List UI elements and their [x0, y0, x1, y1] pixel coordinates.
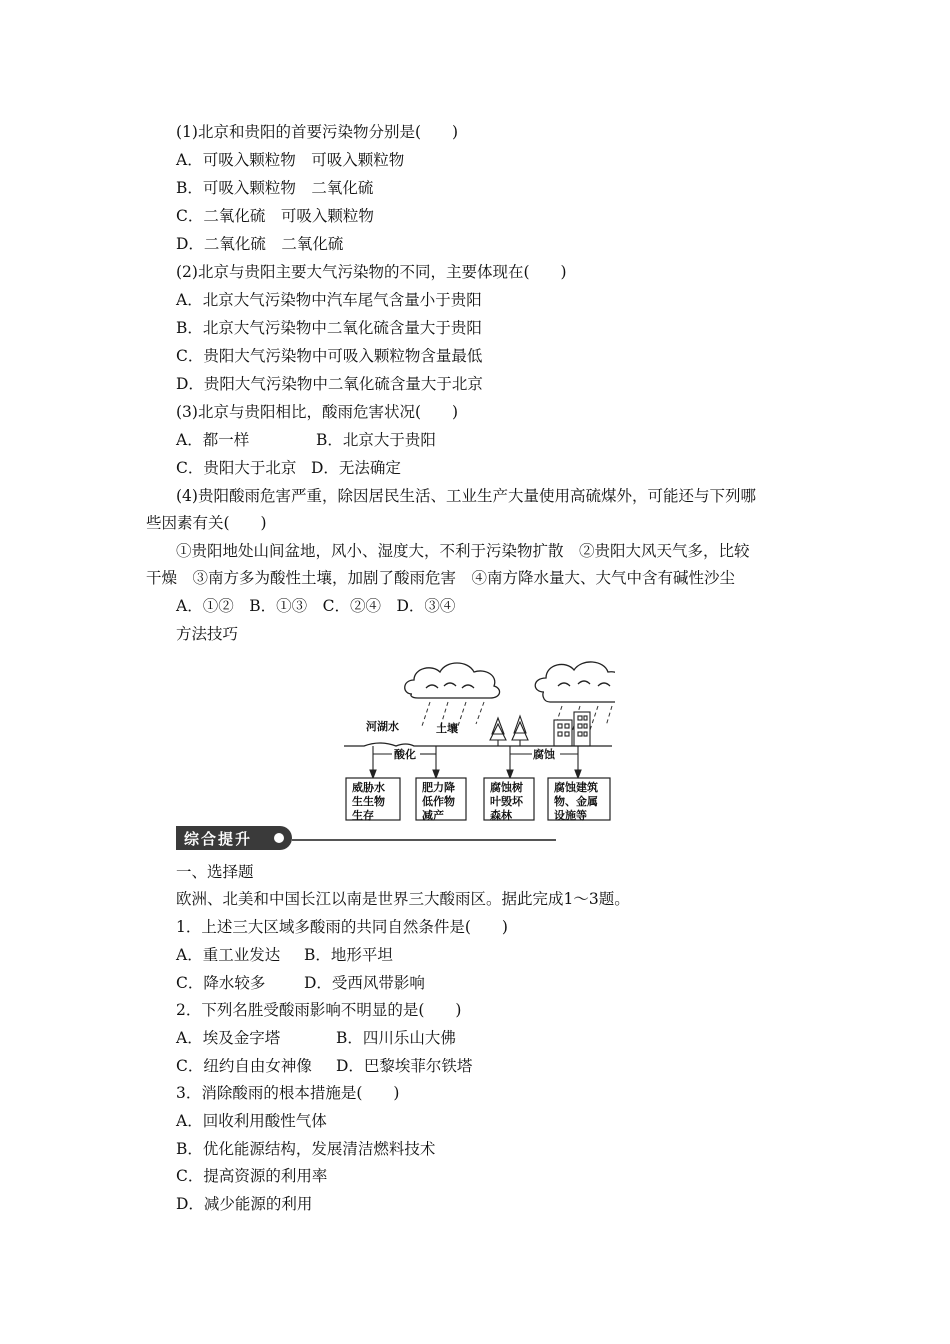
cloud-left-icon	[405, 663, 500, 698]
banner-rule	[292, 839, 556, 841]
acid-rain-diagram	[340, 652, 615, 822]
box1-line1: 威胁水	[352, 781, 385, 794]
box2-line3: 减产	[422, 809, 444, 822]
q2-stem: 2．下列名胜受酸雨影响不明显的是( )	[176, 1001, 462, 1019]
q1-option-c: C．降水较多	[176, 974, 266, 992]
box1-line2: 生生物	[352, 795, 385, 808]
question-1-stem: (1)北京和贵阳的首要污染物分别是( )	[176, 123, 459, 141]
banner-title: 综合提升	[184, 830, 253, 848]
question-3-option-d: D．无法确定	[311, 459, 401, 477]
q2-option-b: B．四川乐山大佛	[336, 1029, 456, 1047]
q2-options-row2	[176, 1056, 472, 1076]
acid-rain-diagram-svg	[340, 652, 615, 822]
question-2-option-c: C．贵阳大气污染物中可吸入颗粒物含量最低	[176, 347, 483, 365]
question-3-option-c: C．贵阳大于北京	[176, 459, 297, 477]
question-3-option-a: A．都一样	[176, 431, 250, 449]
label-acidify: 酸化	[394, 748, 416, 761]
q1-option-d: D．受西风带影响	[304, 974, 425, 992]
question-4-factors-line2: 干燥 ③南方多为酸性土壤，加剧了酸雨危害 ④南方降水量大、大气中含有碱性沙尘	[146, 569, 736, 587]
question-2-option-b: B．北京大气污染物中二氧化硫含量大于贵阳	[176, 319, 482, 337]
q3-stem: 3．消除酸雨的根本措施是( )	[176, 1084, 400, 1102]
building-icon	[554, 712, 590, 746]
q3-option-b: B．优化能源结构，发展清洁燃料技术	[176, 1140, 436, 1158]
q1-option-b: B．地形平坦	[304, 946, 393, 964]
q3-option-d: D．减少能源的利用	[176, 1195, 313, 1213]
q1-options-row1	[176, 945, 393, 965]
cloud-right-icon	[535, 662, 615, 702]
question-2-stem: (2)北京与贵阳主要大气污染物的不同，主要体现在( )	[176, 263, 567, 281]
label-river-lake-water: 河湖水	[366, 720, 399, 733]
q2-options-row1	[176, 1028, 456, 1048]
q1-stem: 1．上述三大区域多酸雨的共同自然条件是( )	[176, 918, 508, 936]
q3-option-a: A．回收利用酸性气体	[176, 1112, 327, 1130]
q3-option-c: C．提高资源的利用率	[176, 1167, 328, 1185]
question-2-option-a: A．北京大气污染物中汽车尾气含量小于贵阳	[176, 291, 482, 309]
box3-line1: 腐蚀树	[490, 781, 523, 794]
section-banner	[176, 824, 566, 854]
question-1-option-d: D．二氧化硫 二氧化硫	[176, 235, 344, 253]
label-soil: 土壤	[436, 722, 458, 735]
box3-line3: 森林	[490, 809, 512, 822]
question-4-options: A．①② B．①③ C．②④ D．③④	[176, 597, 456, 615]
box4-line2: 物、金属	[554, 795, 598, 808]
question-1-option-c: C．二氧化硫 可吸入颗粒物	[176, 207, 374, 225]
q1-option-a: A．重工业发达	[176, 946, 281, 964]
label-corrode: 腐蚀	[533, 748, 555, 761]
question-3-option-b: B．北京大于贵阳	[316, 431, 436, 449]
question-4-stem-line2: 些因素有关( )	[146, 514, 267, 532]
question-3-options-row2	[176, 458, 401, 478]
question-1-option-b: B．可吸入颗粒物 二氧化硫	[176, 179, 374, 197]
question-3-options-row1	[176, 430, 436, 450]
box1-line3: 生存	[352, 809, 374, 822]
question-2-option-d: D．贵阳大气污染物中二氧化硫含量大于北京	[176, 375, 483, 393]
box4-line1: 腐蚀建筑	[554, 781, 598, 794]
question-4-factors-line1: ①贵阳地处山间盆地，风小、湿度大，不利于污染物扩散 ②贵阳大风天气多，比较	[176, 542, 750, 560]
box3-line2: 叶毁坏	[490, 795, 523, 808]
box4-line3: 设施等	[554, 809, 587, 822]
section-title: 一、选择题	[176, 863, 254, 881]
q2-option-c: C．纽约自由女神像	[176, 1057, 312, 1075]
tree-icon	[490, 716, 528, 746]
method-label: 方法技巧	[176, 625, 239, 643]
q2-option-a: A．埃及金字塔	[176, 1029, 281, 1047]
banner-dot-icon	[274, 833, 284, 843]
box2-line2: 低作物	[422, 795, 455, 808]
question-3-stem: (3)北京与贵阳相比，酸雨危害状况( )	[176, 403, 459, 421]
intro-text: 欧洲、北美和中国长江以南是世界三大酸雨区。据此完成1～3题。	[176, 890, 630, 908]
q2-option-d: D．巴黎埃菲尔铁塔	[336, 1057, 473, 1075]
box2-line1: 肥力降	[422, 781, 455, 794]
question-4-stem-line1: (4)贵阳酸雨危害严重，除因居民生活、工业生产大量使用高硫煤外，可能还与下列哪	[176, 487, 756, 505]
q1-options-row2	[176, 973, 425, 993]
question-1-option-a: A．可吸入颗粒物 可吸入颗粒物	[176, 151, 405, 169]
